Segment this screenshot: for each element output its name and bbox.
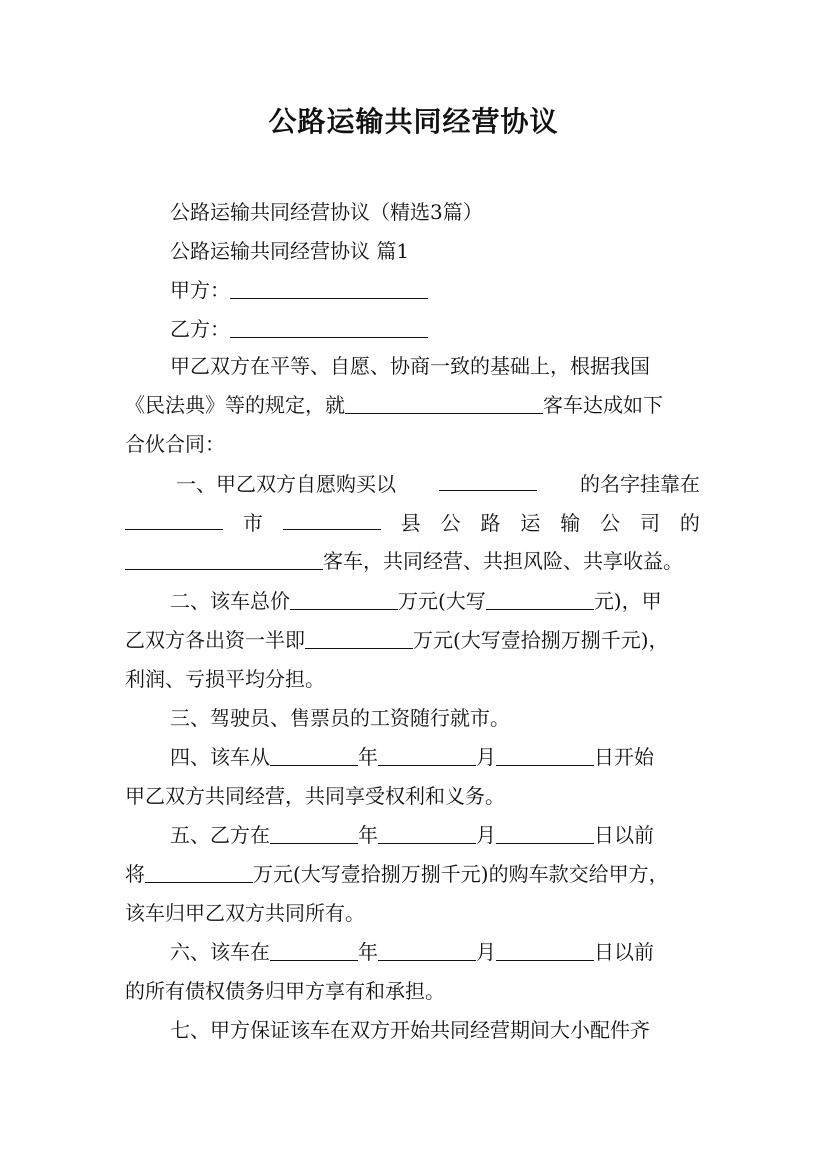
clause5-month-blank[interactable]: [378, 821, 476, 844]
clause3-line-1: 三、驾驶员、售票员的工资随行就市。: [170, 706, 510, 730]
vehicle-blank[interactable]: [345, 391, 543, 414]
party-a-line: [170, 275, 428, 305]
clause4-line-1: [170, 742, 654, 772]
clause4-year-label: 年: [358, 745, 378, 769]
clause6-month-label: 月: [476, 940, 496, 964]
intro-line-2-after: 客车达成如下: [543, 393, 663, 417]
clause1-char: 输: [560, 511, 581, 535]
clause4-year-blank[interactable]: [270, 743, 358, 766]
bus-type-blank[interactable]: [125, 547, 323, 570]
payment-amount-blank[interactable]: [145, 860, 253, 883]
intro-line-2: [125, 390, 663, 420]
half-amount-blank[interactable]: [305, 626, 413, 649]
party-b-blank[interactable]: [230, 315, 428, 338]
clause1-char: 公: [440, 511, 461, 535]
clause6-day-blank[interactable]: [496, 938, 594, 961]
clause5-day-label: 日以前: [594, 823, 654, 847]
clause6-day-label: 日以前: [594, 940, 654, 964]
clause4-month-label: 月: [476, 745, 496, 769]
clause5-payment-text: 万元(大写壹拾捌万捌千元)的购车款交给甲方，: [253, 862, 669, 886]
total-price-blank[interactable]: [290, 587, 398, 610]
intro-line-1: 甲乙双方在平等、自愿、协商一致的基础上，根据我国: [170, 354, 650, 378]
clause5-month-label: 月: [476, 823, 496, 847]
clause4-day-label: 日开始: [594, 745, 654, 769]
clause1-char: 司: [640, 511, 661, 535]
total-price-daxie-blank[interactable]: [486, 587, 594, 610]
clause1-line-1: [176, 468, 700, 499]
party-a-label: 甲方：: [170, 278, 230, 302]
clause5-year-blank[interactable]: [270, 821, 358, 844]
clause5-jiang-label: 将: [125, 862, 145, 886]
clause4-line-2: 甲乙双方共同经营，共同享受权利和义务。: [125, 784, 505, 808]
clause1-char: 运: [520, 511, 541, 535]
city-blank[interactable]: [125, 507, 223, 530]
clause2-half-label: 乙双方各出资一半即: [125, 628, 305, 652]
article-heading: 公路运输共同经营协议 篇1: [170, 239, 410, 263]
clause1-line-2: [125, 507, 700, 538]
clause5-line-1: [170, 820, 654, 850]
subtitle: 公路运输共同经营协议（精选3篇）: [170, 200, 483, 224]
clause2-line-3: 利润、亏损平均分担。: [125, 667, 325, 691]
clause5-line-2: [125, 859, 669, 889]
clause6-line-2: 的所有债权债务归甲方享有和承担。: [125, 979, 445, 1003]
owner-name-blank[interactable]: [439, 468, 537, 491]
clause1-char: 路: [480, 511, 501, 535]
clause6-label: 六、该车在: [170, 940, 270, 964]
clause1-county-char: 县: [400, 511, 421, 535]
clause5-line-3: 该车归甲乙双方共同所有。: [125, 901, 365, 925]
clause4-day-blank[interactable]: [496, 743, 594, 766]
clause5-label: 五、乙方在: [170, 823, 270, 847]
intro-line-3: 合伙合同：: [125, 432, 225, 456]
clause1-char: 的: [679, 511, 700, 535]
clause7-line-1: 七、甲方保证该车在双方开始共同经营期间大小配件齐: [170, 1018, 650, 1042]
clause1-city-char: 市: [242, 511, 263, 535]
clause6-year-blank[interactable]: [270, 938, 358, 961]
clause1-char: 公: [600, 511, 621, 535]
clause6-month-blank[interactable]: [378, 938, 476, 961]
clause2-half-daxie: 万元(大写壹拾捌万捌千元)，: [413, 628, 669, 652]
party-b-line: [170, 314, 428, 344]
county-blank[interactable]: [283, 507, 381, 530]
party-b-label: 乙方：: [170, 317, 230, 341]
clause5-year-label: 年: [358, 823, 378, 847]
clause5-day-blank[interactable]: [496, 821, 594, 844]
clause2-line-1: [170, 586, 662, 616]
clause4-month-blank[interactable]: [378, 743, 476, 766]
clause1-line-1-before: 一、甲乙双方自愿购买以: [176, 472, 396, 496]
intro-line-2-before: 《民法典》等的规定，就: [125, 393, 345, 417]
clause6-line-1: [170, 937, 654, 967]
clause6-year-label: 年: [358, 940, 378, 964]
clause1-line-1-after: 的名字挂靠在: [580, 472, 700, 496]
clause2-line-2: [125, 625, 669, 655]
clause2-yuan-label: 元)，甲: [593, 589, 662, 613]
clause1-line-3: [125, 546, 683, 576]
clause4-start-label: 四、该车从: [170, 745, 270, 769]
clause1-line-3-after: 客车，共同经营、共担风险、共享收益。: [323, 549, 683, 573]
party-a-blank[interactable]: [230, 276, 428, 299]
document-title: 公路运输共同经营协议: [268, 105, 559, 138]
clause2-total-price-label: 二、该车总价: [170, 589, 290, 613]
clause2-daxie-label: 万元(大写: [398, 589, 486, 613]
